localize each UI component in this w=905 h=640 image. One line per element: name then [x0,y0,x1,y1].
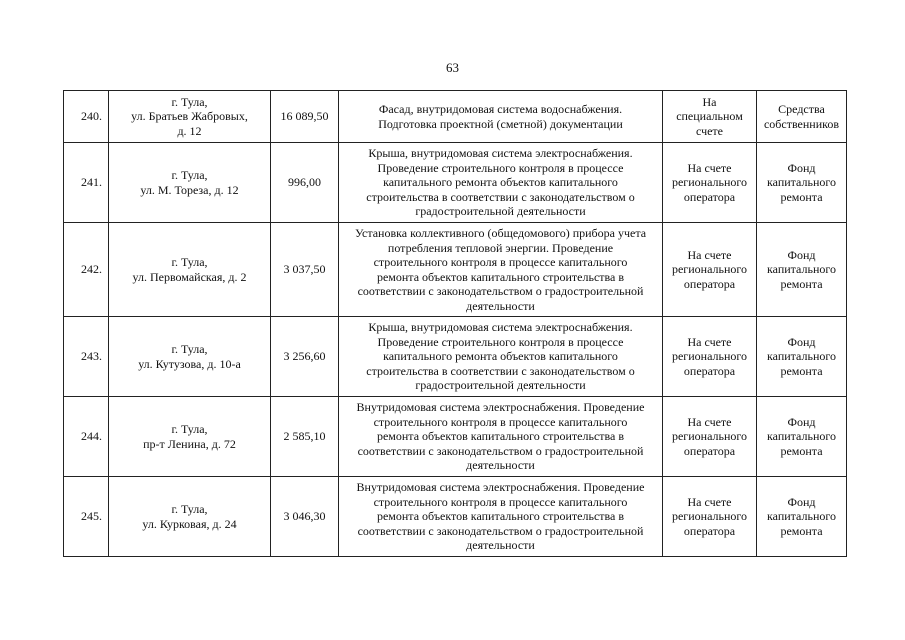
row-number: 241. [64,143,109,223]
table-row [64,317,847,397]
work-description-cell: Внутридомовая система электроснабжения. Проведение строительного контроля в процессе капитального ремонта объектов капитального строительства в соответствии с законодательством о градостроительной деятельности [339,477,663,557]
address-cell: г. Тула, ул. Курковая, д. 24 [109,477,271,557]
table-row [64,91,847,143]
table-row [64,223,847,317]
page-number: 63 [446,60,459,75]
amount-cell: 996,00 [271,143,339,223]
address-cell: г. Тула, ул. М. Тореза, д. 12 [109,143,271,223]
funding-source-cell: Фонд капитального ремонта [757,397,847,477]
work-description-cell: Крыша, внутридомовая система электроснабжения. Проведение строительного контроля в процессе капитального ремонта объектов капитального строительства в соответствии с законодательством о градостроительной деятельности [339,143,663,223]
funding-source-cell: Фонд капитального ремонта [757,223,847,317]
funding-source-cell: Фонд капитального ремонта [757,317,847,397]
amount-cell: 2 585,10 [271,397,339,477]
account-cell: На счете регионального оператора [663,317,757,397]
amount-cell: 16 089,50 [271,91,339,143]
repair-table [63,90,847,557]
row-number: 243. [64,317,109,397]
funding-source-cell: Фонд капитального ремонта [757,143,847,223]
work-description-cell: Фасад, внутридомовая система водоснабжения. Подготовка проектной (сметной) документации [339,91,663,143]
amount-cell: 3 256,60 [271,317,339,397]
amount-cell: 3 046,30 [271,477,339,557]
address-cell: г. Тула, пр-т Ленина, д. 72 [109,397,271,477]
account-cell: На специальном счете [663,91,757,143]
account-cell: На счете регионального оператора [663,223,757,317]
work-description-cell: Внутридомовая система электроснабжения. Проведение строительного контроля в процессе капитального ремонта объектов капитального строительства в соответствии с законодательством о градостроительной деятельности [339,397,663,477]
account-cell: На счете регионального оператора [663,397,757,477]
table-row [64,143,847,223]
row-number: 244. [64,397,109,477]
funding-source-cell: Средства собственников [757,91,847,143]
table-row [64,397,847,477]
address-cell: г. Тула, ул. Первомайская, д. 2 [109,223,271,317]
work-description-cell: Крыша, внутридомовая система электроснабжения. Проведение строительного контроля в процессе капитального ремонта объектов капитального строительства в соответствии с законодательством о градостроительной деятельности [339,317,663,397]
address-cell: г. Тула, ул. Братьев Жабровых, д. 12 [109,91,271,143]
row-number: 245. [64,477,109,557]
row-number: 242. [64,223,109,317]
account-cell: На счете регионального оператора [663,477,757,557]
row-number: 240. [64,91,109,143]
funding-source-cell: Фонд капитального ремонта [757,477,847,557]
work-description-cell: Установка коллективного (общедомового) прибора учета потребления тепловой энергии. Проведение строительного контроля в процессе капитального ремонта объектов капитального строительства в соответствии с законодательством о градостроительной деятельности [339,223,663,317]
table-row [64,477,847,557]
account-cell: На счете регионального оператора [663,143,757,223]
address-cell: г. Тула, ул. Кутузова, д. 10-а [109,317,271,397]
amount-cell: 3 037,50 [271,223,339,317]
